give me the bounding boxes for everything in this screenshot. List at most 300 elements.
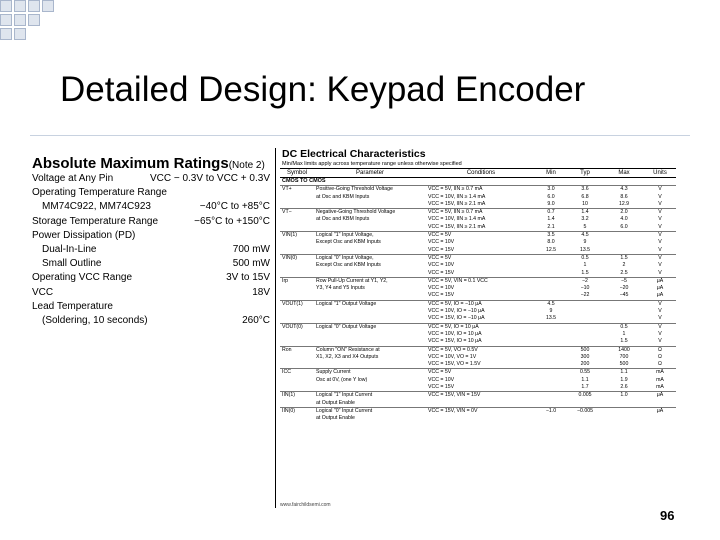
amr-row-value: 18V bbox=[252, 286, 270, 298]
dc-table-cell: VCC = 10V bbox=[428, 376, 455, 383]
dc-table-cell bbox=[566, 415, 604, 422]
dc-table-cell: 0.5 bbox=[566, 254, 604, 262]
dc-table-cell: VCC = 10V, VO = 1V bbox=[428, 353, 477, 360]
dc-table-cell bbox=[536, 262, 566, 269]
dc-table-cell: 4.0 bbox=[620, 216, 628, 223]
amr-row-label: Storage Temperature Range bbox=[32, 215, 159, 227]
amr-row-value: −40°C to +85°C bbox=[199, 201, 270, 213]
dc-table-cell bbox=[280, 194, 314, 201]
dc-footer: www.fairchildsemi.com bbox=[280, 502, 331, 508]
dc-section-row bbox=[280, 178, 676, 186]
dc-table-row bbox=[280, 285, 676, 292]
dc-table-row bbox=[280, 338, 676, 346]
dc-table-cell: Logical "0" Output Voltage bbox=[314, 323, 426, 331]
dc-table-cell bbox=[280, 331, 314, 338]
dc-table-row bbox=[280, 277, 676, 285]
dc-table-cell bbox=[536, 331, 566, 338]
dc-table-cell: VCC = 10V bbox=[428, 239, 455, 246]
dc-table-row bbox=[280, 315, 676, 323]
amr-row bbox=[32, 243, 270, 257]
amr-row-value: −65°C to +150°C bbox=[194, 215, 270, 227]
dc-table-cell: V bbox=[644, 254, 676, 262]
dc-table-cell bbox=[314, 292, 426, 300]
dc-table-row bbox=[280, 384, 676, 392]
dc-table-cell: 1.5 bbox=[620, 338, 628, 345]
dc-table-cell bbox=[604, 400, 644, 408]
dc-table-cell: Supply Current bbox=[314, 369, 426, 377]
dc-table-cell bbox=[280, 415, 314, 422]
amr-row-value: 3V to 15V bbox=[226, 272, 270, 284]
dc-table-cell bbox=[314, 384, 426, 392]
dc-table-cell: Ron bbox=[280, 346, 314, 354]
dc-table-cell: 6.0 bbox=[547, 193, 555, 200]
slide-title: Detailed Design: Keypad Encoder bbox=[60, 70, 586, 109]
amr-rows bbox=[32, 172, 270, 328]
dc-table-cell: 1.0 bbox=[604, 392, 644, 400]
dc-table-header bbox=[280, 169, 676, 178]
dc-table-cell: at Output Enable bbox=[316, 415, 355, 422]
dc-column-header: Min bbox=[536, 169, 566, 178]
decorative-squares bbox=[0, 0, 140, 50]
dc-table-cell: 6.0 bbox=[620, 223, 628, 230]
dc-table-cell bbox=[314, 338, 426, 346]
dc-table-cell: 200 bbox=[580, 361, 590, 368]
dc-table-cell: 3.0 bbox=[536, 186, 566, 194]
dc-table-row bbox=[280, 292, 676, 300]
dc-table-cell: 0.5 bbox=[604, 323, 644, 331]
dc-table-cell: VCC = 15V bbox=[428, 269, 455, 276]
dc-table-cell: VCC = 5V, IIN ≥ 0.7 mA bbox=[426, 209, 536, 217]
amr-row-value: 700 mW bbox=[232, 244, 270, 256]
dc-table-cell bbox=[280, 361, 314, 369]
dc-table-cell: Negative-Going Threshold Voltage bbox=[314, 209, 426, 217]
dc-table-cell: Column "ON" Resistance at bbox=[314, 346, 426, 354]
dc-table-cell: VCC = 15V, VIN = 15V bbox=[426, 392, 536, 400]
page-number: 96 bbox=[660, 508, 675, 523]
dc-table-cell: Except Osc and KBM Inputs bbox=[316, 239, 381, 246]
dc-table-cell: 1 bbox=[622, 330, 626, 337]
dc-table-cell: Logical "1" Output Voltage bbox=[314, 300, 426, 308]
amr-row bbox=[32, 286, 270, 300]
dc-table-cell: 0.7 bbox=[536, 209, 566, 217]
dc-table-cell bbox=[604, 232, 644, 240]
dc-table-cell: 700 bbox=[619, 353, 629, 360]
dc-column-header: Symbol bbox=[280, 169, 314, 178]
dc-table-row bbox=[280, 407, 676, 415]
dc-table-cell: ICC bbox=[280, 369, 314, 377]
amr-row-label: Voltage at Any Pin bbox=[32, 173, 114, 184]
dc-table-cell: 500 bbox=[566, 346, 604, 354]
dc-table-row bbox=[280, 392, 676, 400]
dc-table-cell: V bbox=[658, 262, 662, 269]
dc-table-cell: 1.4 bbox=[566, 209, 604, 217]
dc-table-cell bbox=[314, 315, 426, 323]
dc-table-cell: V bbox=[658, 269, 662, 276]
dc-table-cell: 3.5 bbox=[536, 232, 566, 240]
amr-heading bbox=[32, 155, 270, 172]
amr-row bbox=[32, 186, 270, 200]
dc-table-cell: 4.5 bbox=[566, 232, 604, 240]
dc-conditions: Min/Max limits apply across temperature range unless otherwise specified bbox=[282, 161, 462, 167]
dc-table-cell: V bbox=[658, 200, 662, 207]
dc-table-cell bbox=[280, 354, 314, 361]
dc-table-cell: V bbox=[658, 315, 662, 322]
dc-table-cell bbox=[536, 338, 566, 346]
dc-table-cell: 1.1 bbox=[604, 369, 644, 377]
dc-table-row bbox=[280, 361, 676, 369]
dc-table-cell: VCC = 15V, IIN ≥ 2.1 mA bbox=[428, 200, 486, 207]
dc-table-cell: VCC = 5V, IIN ≥ 0.7 mA bbox=[426, 186, 536, 194]
dc-table-cell: VCC = 10V, IIN ≥ 1.4 mA bbox=[428, 216, 486, 223]
dc-table-cell: VCC = 15V bbox=[428, 246, 455, 253]
dc-table-cell bbox=[566, 308, 604, 315]
dc-table-row bbox=[280, 232, 676, 240]
dc-table-cell: 4.5 bbox=[536, 300, 566, 308]
dc-column-header: Parameter bbox=[314, 169, 426, 178]
dc-table-cell: 500 bbox=[619, 361, 629, 368]
dc-table-cell: 2 bbox=[622, 262, 626, 269]
amr-row bbox=[32, 314, 270, 328]
dc-table-cell: 2.5 bbox=[620, 269, 628, 276]
dc-table-cell: 1.1 bbox=[581, 376, 589, 383]
dc-table-cell bbox=[604, 239, 644, 246]
dc-table-cell: VT+ bbox=[280, 186, 314, 194]
dc-table-cell bbox=[314, 270, 426, 278]
dc-table-cell: 3.2 bbox=[581, 216, 589, 223]
dc-table-cell: Osc at 0V, (one Y low) bbox=[316, 376, 368, 383]
dc-table-cell: at Osc and KBM Inputs bbox=[316, 193, 370, 200]
dc-table-cell: 9 bbox=[583, 239, 587, 246]
dc-table-cell: V bbox=[658, 246, 662, 253]
dc-table-cell bbox=[280, 400, 314, 408]
dc-column-header: Conditions bbox=[426, 169, 536, 178]
dc-table-cell: μA bbox=[644, 277, 676, 285]
dc-column-header: Units bbox=[644, 169, 676, 178]
dc-table-cell: Irp bbox=[280, 277, 314, 285]
dc-table-cell: V bbox=[644, 186, 676, 194]
dc-table-cell bbox=[604, 407, 644, 415]
dc-table-cell: 0.55 bbox=[566, 369, 604, 377]
dc-table-row bbox=[280, 186, 676, 194]
dc-table-cell: V bbox=[644, 323, 676, 331]
dc-table-cell: VT− bbox=[280, 209, 314, 217]
dc-table-cell: 4.3 bbox=[604, 186, 644, 194]
dc-table-cell: 1400 bbox=[604, 346, 644, 354]
dc-table-cell: 300 bbox=[580, 353, 590, 360]
dc-table-cell: V bbox=[658, 239, 662, 246]
dc-table-cell bbox=[536, 292, 566, 300]
dc-table-row bbox=[280, 270, 676, 278]
dc-table-cell: VCC = 15V, IO = 10 μA bbox=[428, 338, 482, 345]
dc-table-cell: VCC = 15V, IO = −10 μA bbox=[428, 315, 485, 322]
dc-table-cell: Y3, Y4 and Y5 Inputs bbox=[316, 285, 365, 292]
dc-table-cell: V bbox=[658, 338, 662, 345]
dc-table-cell: 1.4 bbox=[547, 216, 555, 223]
dc-table-cell: 2.1 bbox=[547, 223, 555, 230]
dc-table-cell: VOUT(0) bbox=[280, 323, 314, 331]
dc-table-cell bbox=[536, 369, 566, 377]
dc-table-cell: X1, X2, X3 and X4 Outputs bbox=[316, 353, 379, 360]
dc-table-cell bbox=[280, 384, 314, 392]
dc-table-cell: 1.7 bbox=[581, 384, 589, 391]
dc-table-cell bbox=[280, 292, 314, 300]
dc-table-cell: VCC = 5V, VO = 0.5V bbox=[426, 346, 536, 354]
title-divider bbox=[30, 135, 690, 136]
dc-table-cell: VOUT(1) bbox=[280, 300, 314, 308]
dc-table-row bbox=[280, 254, 676, 262]
dc-table-cell: VCC = 15V bbox=[428, 384, 455, 391]
dc-table-cell: mA bbox=[656, 376, 664, 383]
amr-row bbox=[32, 271, 270, 285]
dc-table-cell: −0.005 bbox=[566, 407, 604, 415]
amr-row-label: Power Dissipation (PD) bbox=[32, 229, 136, 241]
dc-heading: DC Electrical Characteristics bbox=[282, 148, 426, 160]
dc-table-cell bbox=[280, 270, 314, 278]
dc-table-cell: 9 bbox=[549, 308, 553, 315]
dc-table-cell bbox=[314, 224, 426, 232]
dc-table-row bbox=[280, 354, 676, 361]
dc-table-cell bbox=[314, 308, 426, 315]
dc-table-cell: VCC = 5V, IO = 10 μA bbox=[426, 323, 536, 331]
dc-table-cell bbox=[280, 247, 314, 255]
dc-table-cell: 12.5 bbox=[545, 246, 557, 253]
amr-row bbox=[32, 215, 270, 229]
dc-table-cell: 2.6 bbox=[620, 384, 628, 391]
dc-table-cell: 6.8 bbox=[581, 193, 589, 200]
dc-table-cell: Logical "1" Input Voltage, bbox=[314, 232, 426, 240]
dc-table-cell: VCC = 15V, IIN ≥ 2.1 mA bbox=[428, 223, 486, 230]
amr-row bbox=[32, 300, 270, 314]
dc-table-cell: 13.5 bbox=[579, 246, 591, 253]
dc-table-cell: 8.6 bbox=[620, 193, 628, 200]
dc-table-cell: 10 bbox=[582, 200, 588, 207]
amr-row bbox=[32, 172, 270, 186]
dc-table-cell: VCC = 15V bbox=[428, 292, 455, 299]
dc-table-cell: Logical "1" Input Current bbox=[314, 392, 426, 400]
dc-table-cell: VCC = 5V, IO = −10 μA bbox=[426, 300, 536, 308]
dc-table-cell bbox=[644, 415, 676, 422]
dc-table-cell bbox=[536, 277, 566, 285]
dc-table-cell bbox=[536, 285, 566, 292]
dc-table-cell: VIN(0) bbox=[280, 254, 314, 262]
dc-table-cell: 1.5 bbox=[581, 269, 589, 276]
dc-table-cell: 12.9 bbox=[618, 200, 630, 207]
dc-table-cell: VCC = 5V bbox=[426, 369, 536, 377]
dc-column-header: Typ bbox=[566, 169, 604, 178]
dc-table-cell: Logical "0" Input Voltage, bbox=[314, 254, 426, 262]
dc-table-row bbox=[280, 194, 676, 201]
amr-note: (Note 2) bbox=[228, 160, 265, 171]
amr-row bbox=[32, 200, 270, 214]
dc-table-cell: VCC = 10V bbox=[428, 285, 455, 292]
dc-table-cell: VCC = 15V, VO = 1.5V bbox=[428, 361, 481, 368]
dc-table-row bbox=[280, 201, 676, 209]
dc-table-row bbox=[280, 346, 676, 354]
dc-table-row bbox=[280, 331, 676, 338]
dc-table-cell bbox=[280, 239, 314, 246]
amr-row-label: (Soldering, 10 seconds) bbox=[42, 315, 148, 327]
dc-table-cell: V bbox=[644, 232, 676, 240]
amr-row-value: 260°C bbox=[242, 315, 270, 327]
dc-table-cell: Row Pull-Up Current at Y1, Y2, bbox=[314, 277, 426, 285]
dc-table-cell: 5 bbox=[583, 223, 587, 230]
dc-table-row bbox=[280, 400, 676, 408]
dc-table-cell: μA bbox=[656, 285, 664, 292]
dc-table-cell: −2 bbox=[566, 277, 604, 285]
dc-table-cell: −45 bbox=[619, 292, 629, 299]
dc-table-cell bbox=[604, 315, 644, 323]
dc-table-row bbox=[280, 224, 676, 232]
dc-table-cell: 0.005 bbox=[566, 392, 604, 400]
dc-table-cell: −10 bbox=[580, 285, 590, 292]
amr-row-label: Operating VCC Range bbox=[32, 272, 133, 284]
dc-table-cell bbox=[426, 415, 536, 422]
dc-table-cell bbox=[604, 308, 644, 315]
dc-table-row bbox=[280, 369, 676, 377]
dc-table-cell: −1.0 bbox=[536, 407, 566, 415]
dc-table-cell bbox=[536, 323, 566, 331]
dc-table-cell: VCC = 5V bbox=[426, 232, 536, 240]
dc-table-cell: V bbox=[658, 308, 662, 315]
dc-table-cell bbox=[280, 224, 314, 232]
dc-table-cell bbox=[280, 201, 314, 209]
dc-table-cell bbox=[314, 201, 426, 209]
dc-table-cell: Ω bbox=[658, 361, 662, 368]
dc-table-cell bbox=[536, 346, 566, 354]
dc-table-cell: at Osc and KBM Inputs bbox=[316, 216, 370, 223]
dc-table-cell: −22 bbox=[580, 292, 590, 299]
dc-table-cell bbox=[566, 323, 604, 331]
dc-table-cell: Logical "0" Input Current bbox=[314, 407, 426, 415]
dc-table-cell bbox=[280, 338, 314, 346]
dc-table-row bbox=[280, 323, 676, 331]
dc-table-row bbox=[280, 377, 676, 384]
dc-table-cell: VCC = 15V, VIN = 0V bbox=[426, 407, 536, 415]
dc-table-cell bbox=[536, 254, 566, 262]
dc-characteristics bbox=[275, 148, 676, 508]
dc-table-cell: −20 bbox=[619, 285, 629, 292]
dc-table-cell bbox=[536, 377, 566, 384]
dc-table-cell bbox=[280, 377, 314, 384]
amr-row bbox=[32, 229, 270, 243]
dc-table-row bbox=[280, 415, 676, 422]
amr-row bbox=[32, 257, 270, 271]
dc-table-cell: IIN(1) bbox=[280, 392, 314, 400]
dc-table-cell bbox=[566, 338, 604, 346]
dc-table-cell: 1.5 bbox=[604, 254, 644, 262]
dc-table-cell bbox=[536, 392, 566, 400]
dc-table-cell bbox=[426, 400, 536, 408]
dc-table-cell bbox=[604, 247, 644, 255]
dc-table-cell: μA bbox=[656, 292, 664, 299]
dc-table-cell: 2.0 bbox=[604, 209, 644, 217]
amr-row-value: 500 mW bbox=[232, 258, 270, 270]
dc-table-cell: Ω bbox=[644, 346, 676, 354]
dc-table-cell: VCC = 10V, IO = 10 μA bbox=[428, 330, 482, 337]
dc-table-cell: 3.6 bbox=[566, 186, 604, 194]
dc-table-cell: V bbox=[658, 216, 662, 223]
dc-table-cell bbox=[314, 361, 426, 369]
dc-table-cell bbox=[536, 354, 566, 361]
amr-row-value: VCC − 0.3V to VCC + 0.3V bbox=[149, 173, 270, 184]
dc-table-row bbox=[280, 300, 676, 308]
amr-row-label: Lead Temperature bbox=[32, 300, 113, 312]
dc-table-cell bbox=[566, 300, 604, 308]
dc-table-cell: mA bbox=[656, 384, 664, 391]
dc-table-cell bbox=[566, 315, 604, 323]
dc-table-cell bbox=[536, 415, 566, 422]
dc-table-cell: V bbox=[658, 193, 662, 200]
dc-table-cell bbox=[644, 400, 676, 408]
dc-table-row bbox=[280, 247, 676, 255]
dc-table-cell bbox=[604, 415, 644, 422]
dc-table-cell: at Output Enable bbox=[316, 399, 355, 406]
amr-row-label: Operating Temperature Range bbox=[32, 187, 167, 199]
dc-table-cell: 9.0 bbox=[547, 200, 555, 207]
amr-row-label: Dual-In-Line bbox=[42, 244, 97, 256]
dc-table-cell bbox=[280, 216, 314, 223]
dc-table-cell bbox=[536, 384, 566, 392]
dc-table-cell: VCC = 5V, VIN = 0.1 VCC bbox=[426, 277, 536, 285]
absolute-maximum-ratings bbox=[32, 155, 270, 525]
dc-table-row bbox=[280, 262, 676, 269]
dc-table-cell: 13.5 bbox=[545, 315, 557, 322]
dc-table-cell bbox=[604, 300, 644, 308]
dc-table-cell: VIN(1) bbox=[280, 232, 314, 240]
dc-table bbox=[280, 168, 676, 423]
dc-table-cell: μA bbox=[644, 407, 676, 415]
dc-table-cell: Ω bbox=[658, 353, 662, 360]
dc-table-cell: 8.0 bbox=[547, 239, 555, 246]
dc-table-cell bbox=[280, 308, 314, 315]
dc-table-cell bbox=[280, 285, 314, 292]
dc-table-cell bbox=[280, 262, 314, 269]
dc-table-cell bbox=[314, 331, 426, 338]
amr-row-label: MM74C922, MM74C923 bbox=[42, 201, 151, 213]
dc-table-cell: V bbox=[644, 300, 676, 308]
dc-table-cell bbox=[536, 361, 566, 369]
dc-table-cell: VCC = 10V bbox=[428, 262, 455, 269]
dc-table-cell: V bbox=[658, 330, 662, 337]
dc-table-cell: Except Osc and KBM Inputs bbox=[316, 262, 381, 269]
dc-table-cell: VCC = 10V, IIN ≥ 1.4 mA bbox=[428, 193, 486, 200]
amr-row-label: VCC bbox=[32, 286, 54, 298]
dc-table-cell: 1.9 bbox=[620, 376, 628, 383]
dc-table-body bbox=[280, 178, 676, 423]
dc-table-cell bbox=[566, 331, 604, 338]
dc-section-label: CMOS TO CMOS bbox=[282, 178, 326, 184]
dc-table-row bbox=[280, 239, 676, 246]
dc-table-row bbox=[280, 209, 676, 217]
dc-table-cell bbox=[566, 400, 604, 408]
dc-table-row bbox=[280, 308, 676, 315]
dc-table-cell bbox=[536, 400, 566, 408]
dc-table-cell: V bbox=[644, 209, 676, 217]
dc-table-cell: VCC = 10V, IO = −10 μA bbox=[428, 308, 485, 315]
amr-heading-text: Absolute Maximum Ratings bbox=[32, 155, 229, 172]
dc-table-cell: Positive-Going Threshold Voltage bbox=[314, 186, 426, 194]
dc-table-cell: V bbox=[658, 223, 662, 230]
dc-table-cell: mA bbox=[644, 369, 676, 377]
amr-row-label: Small Outline bbox=[42, 258, 102, 270]
dc-column-header: Max bbox=[604, 169, 644, 178]
dc-table-cell: 1 bbox=[583, 262, 587, 269]
dc-table-cell bbox=[536, 270, 566, 278]
dc-table-row bbox=[280, 216, 676, 223]
dc-table-cell: μA bbox=[644, 392, 676, 400]
dc-table-cell: −5 bbox=[604, 277, 644, 285]
dc-table-cell: IIN(0) bbox=[280, 407, 314, 415]
